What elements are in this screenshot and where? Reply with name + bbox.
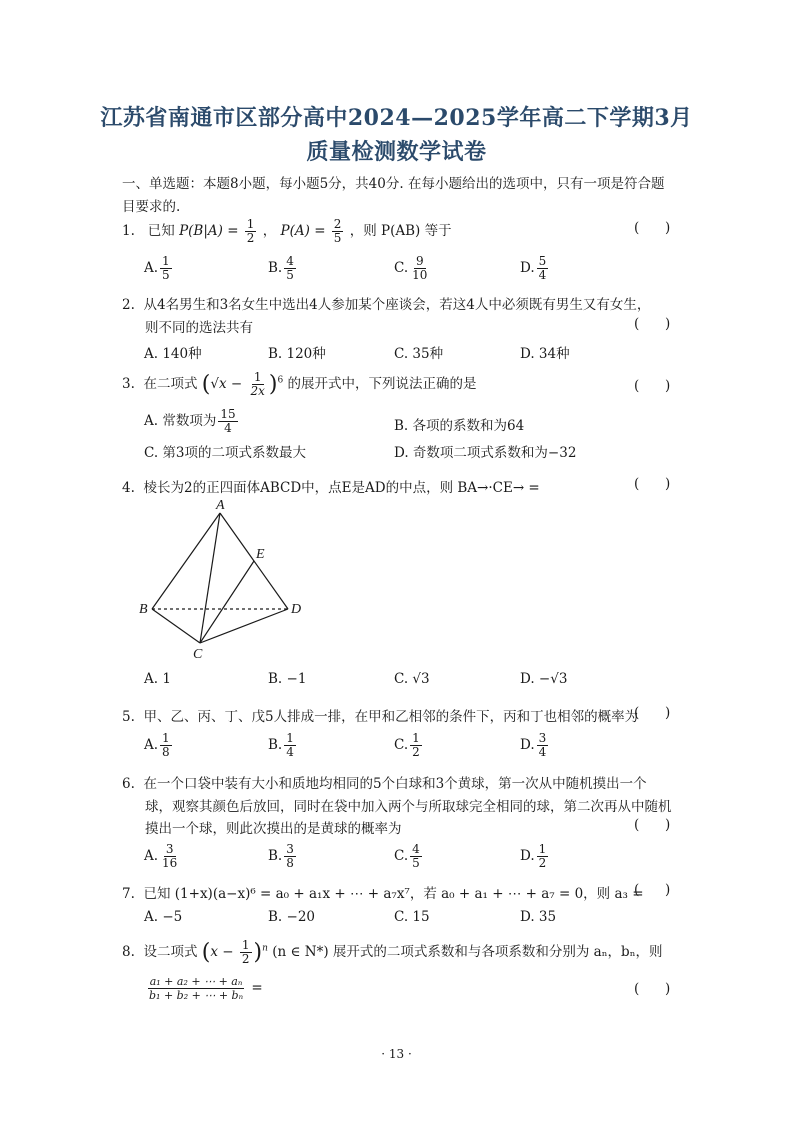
- question-5: 5. 甲、乙、丙、丁、戊5人排成一排，在甲和乙相邻的条件下，丙和丁也相邻的概率为: [122, 709, 639, 725]
- question-3: 3. 在二项式 (√x − $\frac{1}{2x}$ )$^6$ 的展开式中，下列说法正确的是: [122, 370, 477, 398]
- q4-option-a: A. 1: [144, 671, 171, 687]
- q7-option-c: C. 15: [394, 909, 430, 925]
- edge-cd: [200, 609, 288, 643]
- title-line-2: 质量检测数学试卷: [306, 139, 487, 165]
- q6-line-3: 摸出一个球，则此次摸出的是黄球的概率为: [145, 821, 402, 837]
- q5-option-b: B. $\frac{1}{4}$: [268, 731, 294, 759]
- q1-option-b: B. $\frac{4}{5}$: [268, 254, 294, 282]
- q3-option-c: C. 第3项的二项式系数最大: [144, 445, 307, 461]
- q1-option-a: A. $\frac{1}{5}$: [144, 254, 170, 282]
- q3-option-b: B. 各项的系数和为64: [394, 418, 525, 434]
- q3-option-a: A. 常数项为 $\frac{15}{4}$: [144, 407, 236, 435]
- vertex-label-b: B: [139, 602, 148, 617]
- page-number: · 13 ·: [381, 1047, 412, 1061]
- q7-option-b: B. −20: [268, 909, 315, 925]
- q1-tail: ，则 P(AB) 等于: [349, 223, 452, 239]
- q6-option-a: A. $\frac{3}{16}$: [144, 842, 178, 870]
- q2-option-c: C. 35种: [394, 346, 444, 362]
- q1-sep: ，: [262, 223, 277, 239]
- q5-option-d: D. $\frac{3}{4}$: [520, 731, 547, 759]
- q1-frac-2: $\frac{2}{5}$: [333, 217, 342, 245]
- question-4: 4. 棱长为2的正四面体ABCD中，点E是AD的中点，则 BA→·CE→ =: [122, 480, 540, 496]
- q1-cond: P(B|A) =: [179, 223, 243, 239]
- q2-answer-paren: ( ): [634, 316, 671, 332]
- q2-option-a: A. 140种: [144, 346, 202, 362]
- q8-ratio: $\frac{\text{a₁ + a₂ + ⋯ + aₙ}}{\text{b₁ + b₂ + ⋯ + bₙ}}$ =: [149, 975, 263, 1002]
- q2-line-2: 则不同的选法共有: [145, 320, 253, 336]
- q4-answer-paren: ( ): [634, 476, 671, 492]
- q3-expr: √x −: [210, 376, 243, 392]
- q4-option-b: B. −1: [268, 671, 307, 687]
- q4-option-d: D. −√3: [520, 671, 568, 687]
- q4-option-c: C. √3: [394, 671, 430, 687]
- q2-option-d: D. 34种: [520, 346, 570, 362]
- q1-frac-1: $\frac{1}{2}$: [246, 217, 255, 245]
- question-6: 6. 在一个口袋中装有大小和质地均相同的5个白球和3个黄球，第一次从中随机摸出一个: [122, 776, 647, 792]
- vertex-label-c: C: [193, 647, 203, 662]
- q5-option-a: A. $\frac{1}{8}$: [144, 731, 170, 759]
- q7-option-a: A. −5: [144, 909, 183, 925]
- vertex-label-a: A: [216, 498, 225, 513]
- q2-option-b: B. 120种: [268, 346, 326, 362]
- q7-option-d: D. 35: [520, 909, 557, 925]
- q1-number: 1.: [122, 223, 135, 239]
- title-line-1: 江苏省南通市区部分高中2024—2025学年高二下学期3月: [100, 105, 693, 131]
- q1-option-d: D. $\frac{5}{4}$: [520, 254, 547, 282]
- vertex-label-d: D: [291, 602, 302, 617]
- q6-option-d: D. $\frac{1}{2}$: [520, 842, 547, 870]
- edge-ab: [152, 513, 220, 609]
- q6-option-c: C. $\frac{4}{5}$: [394, 842, 420, 870]
- segment-ce: [200, 561, 254, 643]
- point-label-e: E: [256, 547, 265, 562]
- q5-answer-paren: ( ): [634, 705, 671, 721]
- q3-answer-paren: ( ): [634, 378, 671, 394]
- q8-answer-paren: ( ): [634, 981, 671, 997]
- edge-ac: [200, 513, 220, 643]
- q3-exponent: 6: [277, 375, 284, 386]
- edge-bc: [152, 609, 200, 643]
- q1-pa: P(A) =: [280, 223, 330, 239]
- q6-option-b: B. $\frac{3}{8}$: [268, 842, 294, 870]
- q7-answer-paren: ( ): [634, 882, 671, 898]
- q6-answer-paren: ( ): [634, 817, 671, 833]
- question-2: 2. 从4名男生和3名女生中选出4人参加某个座谈会，若这4人中必须既有男生又有女生，: [122, 297, 651, 313]
- question-1: [122, 218, 452, 245]
- section-intro-1: 一、单选题：本题8小题，每小题5分，共40分. 在每小题给出的选项中，只有一项是符合题: [122, 176, 665, 192]
- q1-lead: 已知: [147, 223, 175, 239]
- q5-option-c: C. $\frac{1}{2}$: [394, 731, 420, 759]
- tetrahedron-figure: [130, 495, 320, 665]
- section-intro-2: 目要求的.: [122, 199, 181, 215]
- q1-answer-paren: ( ): [634, 220, 671, 236]
- question-7: 7. 已知 (1+x)(a−x)⁶ = a₀ + a₁x + ⋯ + a₇x⁷，若 a₀ + a₁ + ⋯ + a₇ = 0，则 a₃ =: [122, 886, 644, 902]
- q3-option-d: D. 奇数项二项式系数和为−32: [394, 445, 577, 461]
- q6-line-2: 球，观察其颜色后放回，同时在袋中加入两个与所取球完全相同的球，第二次再从中随机: [145, 799, 672, 815]
- question-8: 8. 设二项式 (x − $\frac{1}{2}$ )$^n$ (n ∈ N*) 展开式的二项式系数和与各项系数和分别为 aₙ，bₙ，则: [122, 938, 663, 966]
- q1-option-c: C. $\frac{9}{10}$: [394, 254, 428, 282]
